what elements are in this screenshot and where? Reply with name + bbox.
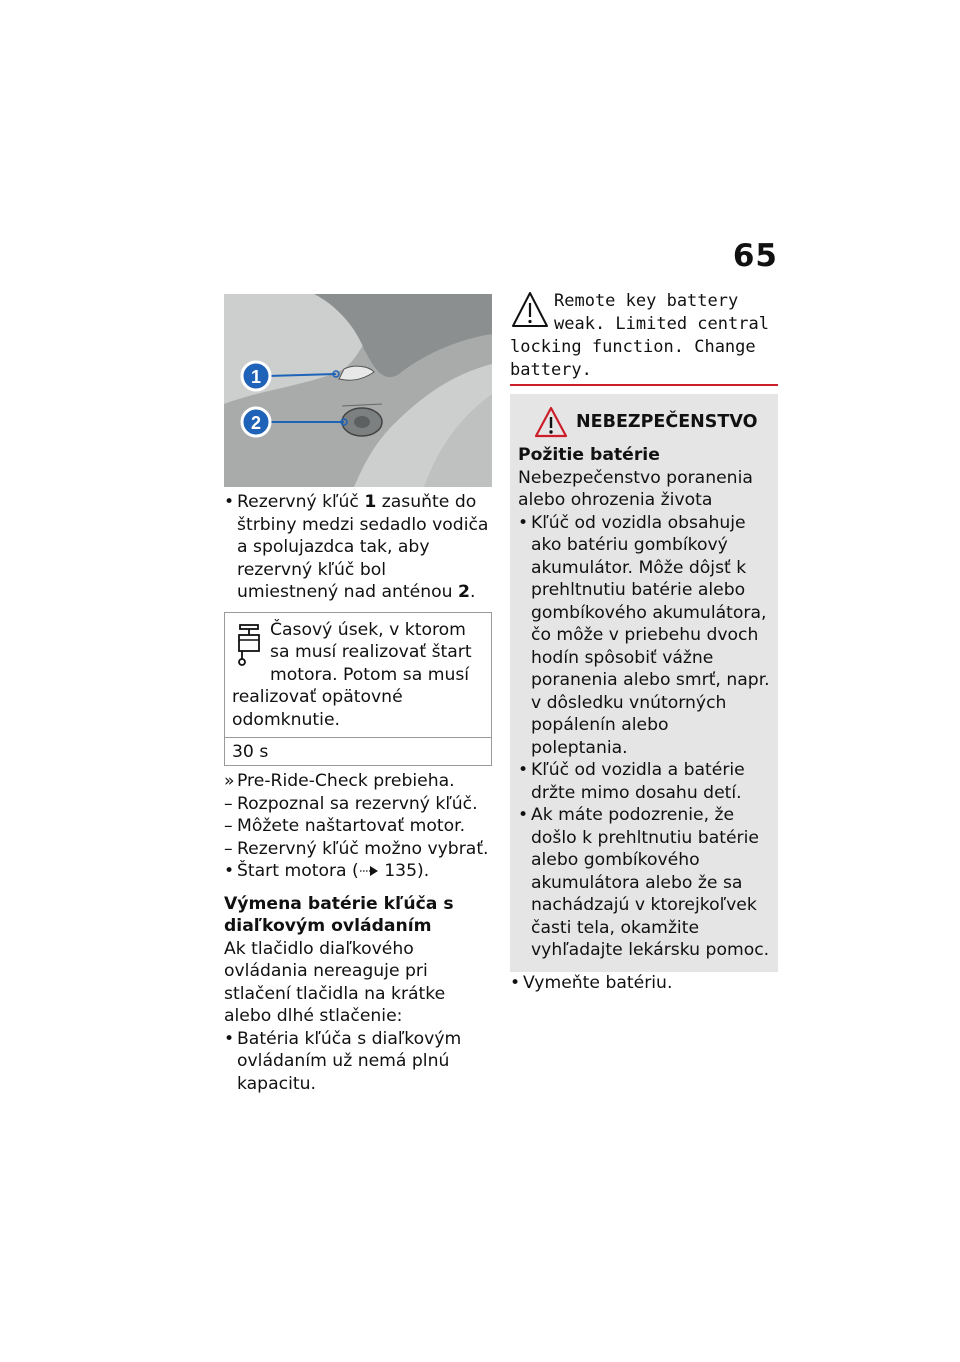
section-heading: Výmena batérie kľúča s diaľkovým ovládaním (224, 893, 454, 936)
dash-item-0: – Rozpoznal sa rezervný kľúč. (224, 793, 492, 816)
result-item: » Pre-Ride-Check prebieha. (224, 770, 492, 793)
seat-key-figure (224, 294, 492, 487)
time-window-infobox (224, 612, 492, 767)
danger-header (518, 406, 770, 438)
time-value: 30 s (225, 737, 491, 765)
battery-list (224, 1028, 492, 1096)
callout-2 (242, 408, 270, 436)
bullet-insert-key: • Rezervný kľúč 1 zasuňte do štrbiny medzi sedadlo vodiča a spolujazdca tak, aby rezervný kľúč bol umiestnený nad anténou 2. (224, 491, 492, 604)
dash-item-2: – Rezervný kľúč možno vybrať. (224, 838, 492, 861)
danger-label: NEBEZPEČENSTVO (576, 412, 758, 432)
callout-1 (242, 362, 270, 390)
danger-item-1: • Kľúč od vozidla a batérie držte mimo dosahu detí. (518, 759, 770, 804)
danger-list (518, 512, 770, 962)
final-list (510, 972, 778, 995)
result-list (224, 770, 492, 883)
infobox-text: Časový úsek, v ktorom sa musí realizovať štart motora. Potom sa musí realizovať opätovné odomknutie. (232, 619, 472, 730)
page-ref[interactable]: 135 (384, 861, 418, 881)
display-message-text: Remote key battery weak. Limited central locking function. Change battery. (510, 291, 769, 380)
right-column (510, 290, 778, 994)
bullet-replace-battery: • Vymeňte batériu. (510, 972, 778, 995)
danger-item-2: • Ak máte podozrenie, že došlo k prehltnutiu batérie alebo gombíkového akumulátora alebo že sa nachádzajú v ktorejkoľvek časti tela, okamžite vyhľadajte lekársku pomoc. (518, 804, 770, 962)
danger-intro: Nebezpečenstvo poranenia alebo ohrozenia života (518, 467, 753, 510)
instruction-list (224, 491, 492, 604)
callout-1-label: 1 (250, 367, 262, 387)
danger-item-0: • Kľúč od vozidla obsahuje ako batériu gombíkový akumulátor. Môže dôjsť k prehltnutiu batérie alebo gombíkového akumulátora, čo môže v priebehu dvoch hodín spôsobiť vážne poranenia alebo smrť, napr. v dôsledku vnútorných popálenín alebo poleptania. (518, 512, 770, 760)
left-column (224, 294, 492, 1095)
bullet-battery-capacity: • Batéria kľúča s diaľkovým ovládaním už nemá plnú kapacitu. (224, 1028, 492, 1096)
bullet-start-engine: • Štart motora ( 135). (224, 860, 492, 883)
section-paragraph: Ak tlačidlo diaľkového ovládania nereaguje pri stlačení tlačidla na krátke alebo dlhé stlačenie: (224, 938, 446, 1026)
callout-2-label: 2 (250, 413, 262, 433)
warning-triangle-icon (510, 290, 550, 330)
ref-1: 1 (364, 492, 377, 512)
ref-2: 2 (457, 582, 470, 602)
dash-item-1: – Môžete naštartovať motor. (224, 815, 492, 838)
danger-title: Požitie batérie (518, 445, 660, 465)
seat-illustration (224, 294, 492, 487)
stopwatch-icon (232, 623, 266, 667)
page-number: 65 (732, 238, 778, 274)
danger-icon (534, 406, 568, 438)
display-message (510, 290, 778, 386)
page-reference-arrow-icon (359, 865, 379, 877)
danger-box (510, 394, 778, 972)
